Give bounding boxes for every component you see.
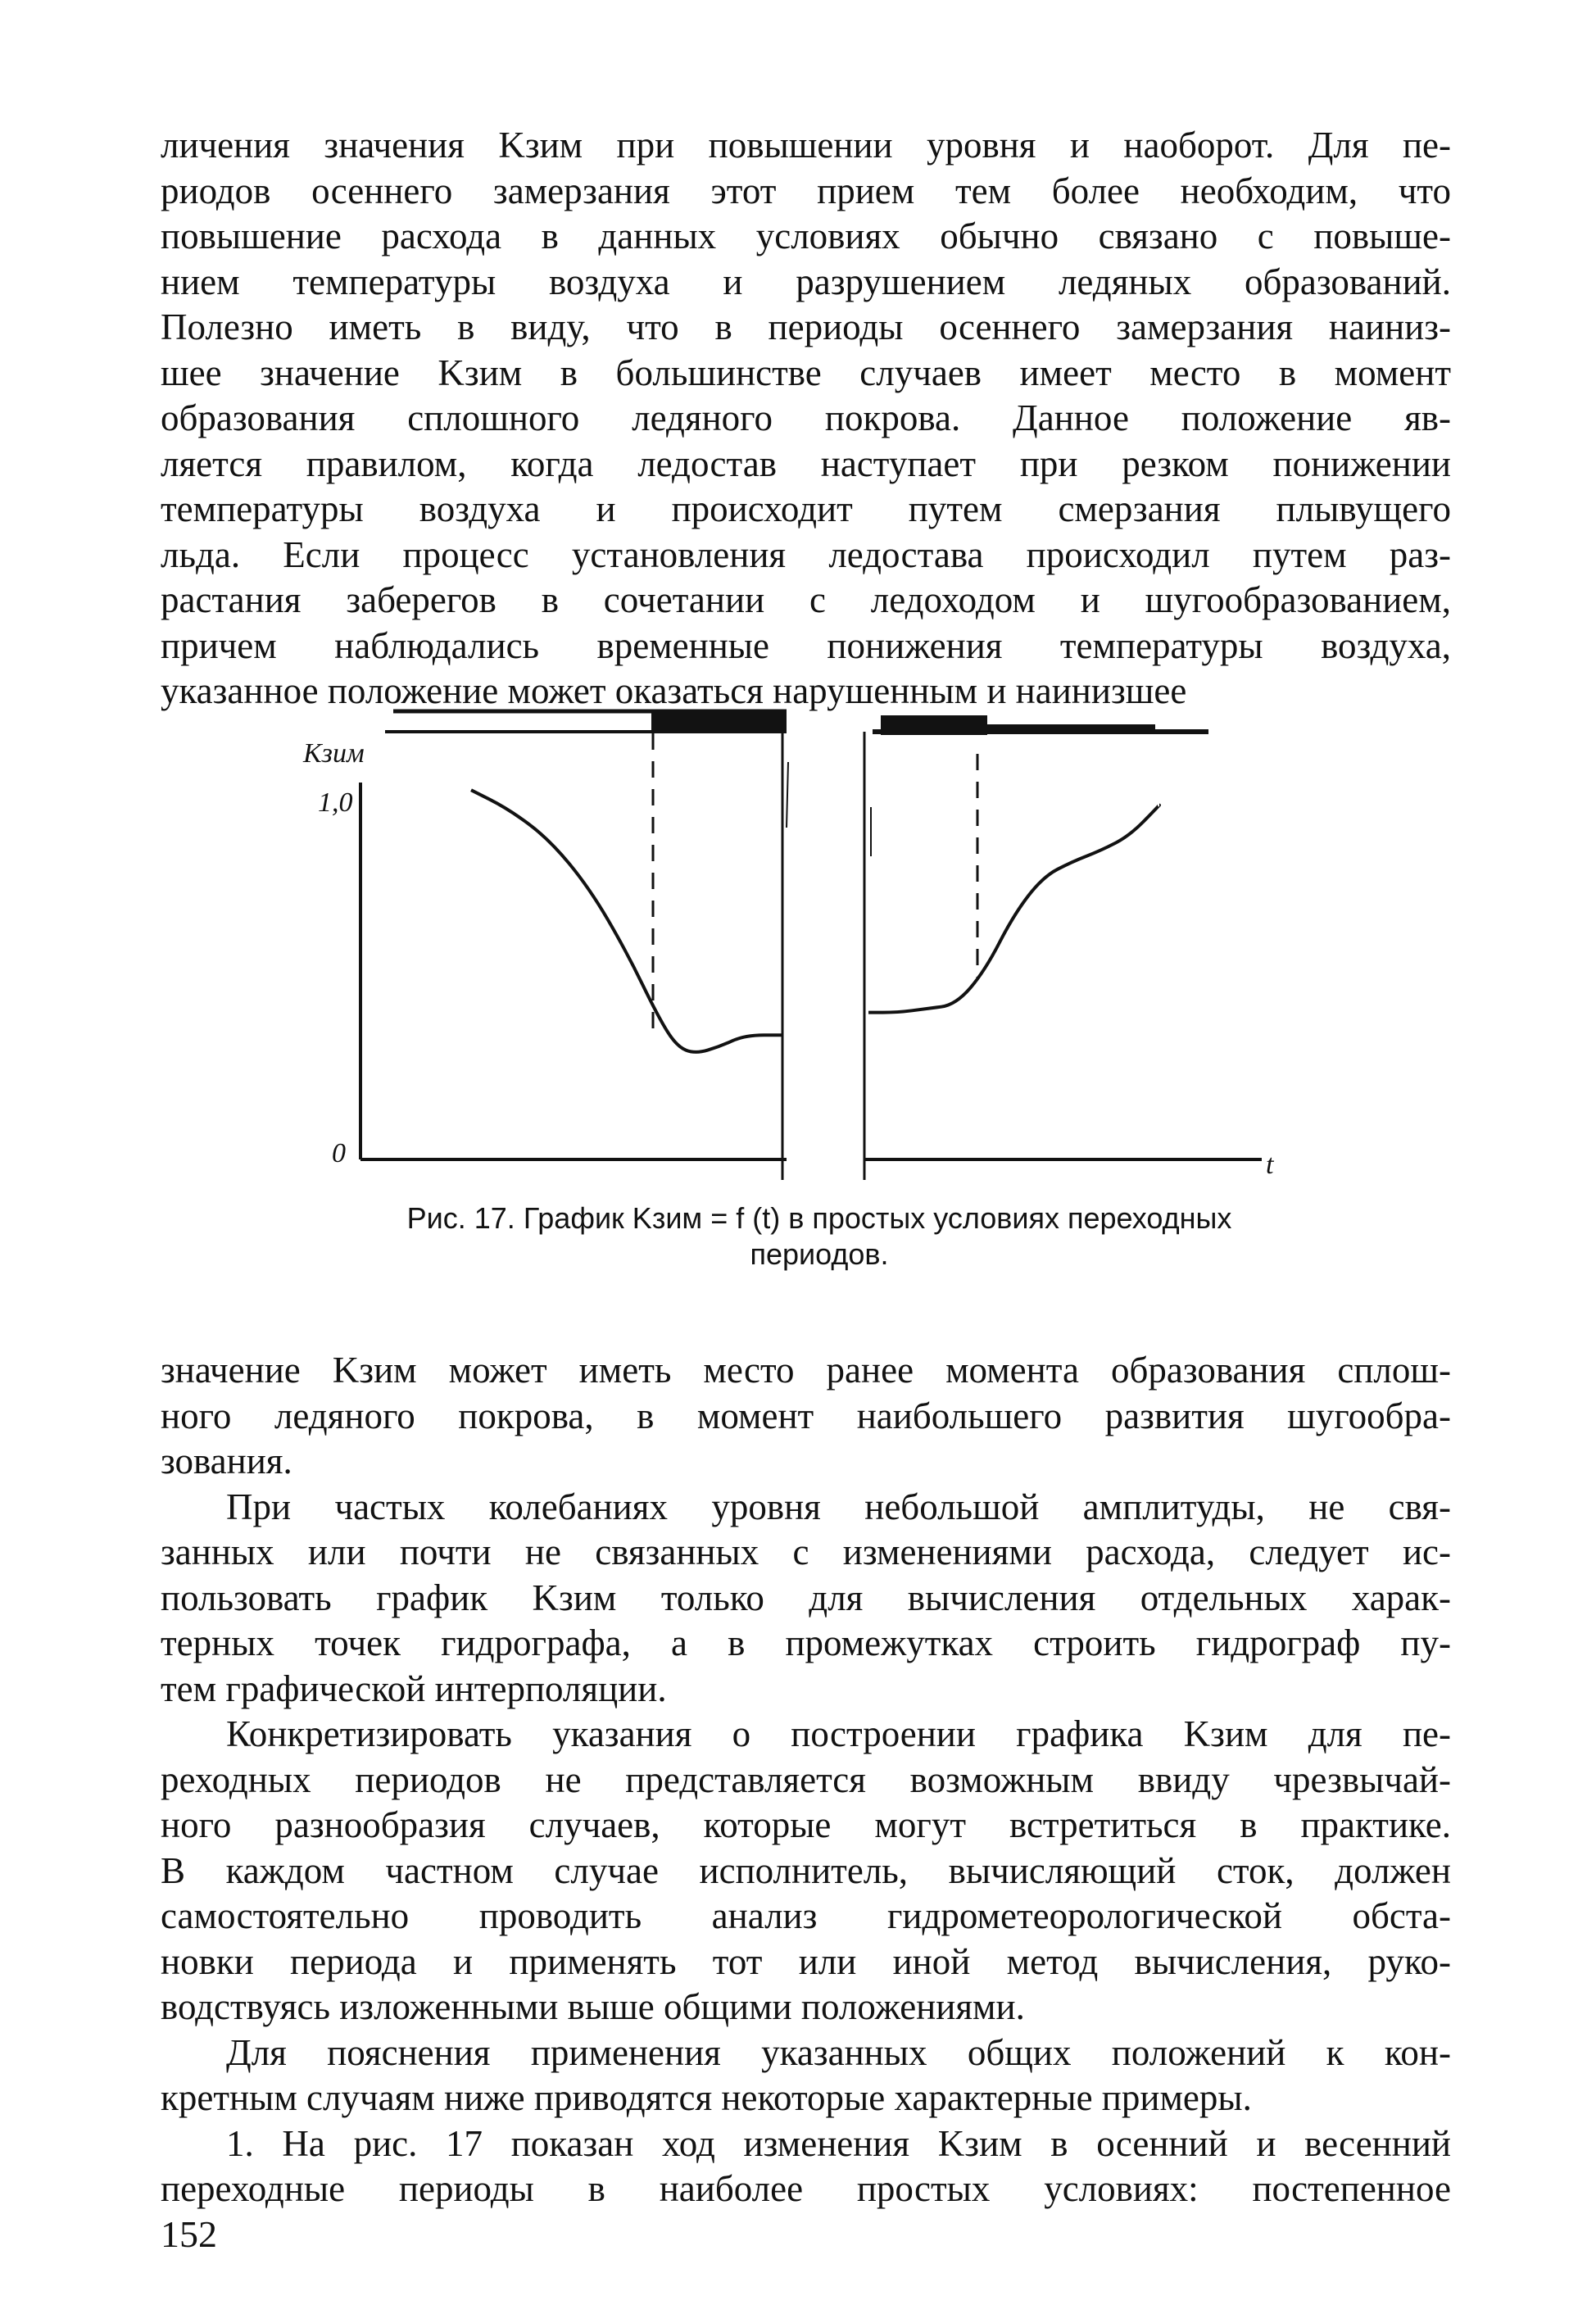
series-line-spring xyxy=(868,805,1159,1013)
paragraph xyxy=(161,1348,1451,1485)
paragraph xyxy=(161,1712,1451,2030)
text-line: шее значение Kзим в большинстве случаев имеет место в момент xyxy=(161,352,1451,393)
text-line: водствуясь изложенными выше общими положениями. xyxy=(161,1986,1025,2027)
paragraph xyxy=(161,1485,1451,1713)
text-line: температуры воздуха и происходит путем смерзания плывущего xyxy=(161,488,1451,529)
text-line: реходных периодов не представляется возможным ввиду чрезвычай- xyxy=(161,1758,1451,1800)
text-line: 1. На рис. 17 показан ход изменения Kзим в осенний и весенний xyxy=(226,2122,1451,2164)
caption-line: Рис. 17. График Kзим = f (t) в простых условиях переходных xyxy=(406,1201,1232,1235)
text-line: При частых колебаниях уровня небольшой амплитуды, не свя- xyxy=(226,1486,1451,1527)
paragraph xyxy=(161,2030,1451,2121)
text-line: ного ледяного покрова, в момент наибольшего развития шугообра- xyxy=(161,1395,1451,1436)
page-number: 152 xyxy=(161,2213,217,2255)
text-line: образования сплошного ледяного покрова. Данное положение яв- xyxy=(161,397,1451,438)
text-line: льда. Если процесс установления ледостава происходил путем раз- xyxy=(161,533,1451,575)
text-line: терных точек гидрографа, а в промежутках строить гидрограф пу- xyxy=(161,1622,1451,1663)
text-line: повышение расхода в данных условиях обычно связано с повыше- xyxy=(161,216,1451,256)
text-line: нием температуры воздуха и разрушением ледяных образований. xyxy=(161,261,1451,302)
ice-cover-bars xyxy=(385,711,1208,735)
text-line: растания заберегов в сочетании с ледоходом и шугообразованием, xyxy=(161,579,1451,620)
text-line: занных или почти не связанных с изменениями расхода, следует ис- xyxy=(161,1531,1451,1572)
bottom-text xyxy=(161,1348,1451,2212)
text-line: ляется правилом, когда ледостав наступает при резком понижении xyxy=(161,442,1451,484)
text-line: риодов осеннего замерзания этот прием тем более необходим, что xyxy=(161,170,1451,211)
text-line: личения значения Kзим при повышении уровня и наоборот. Для пе- xyxy=(161,125,1451,166)
text-line: зования. xyxy=(161,1441,292,1481)
text-line: Для пояснения применения указанных общих положений к кон- xyxy=(226,2031,1451,2073)
text-line: кретным случаям ниже приводятся некоторые характерные примеры. xyxy=(161,2077,1252,2118)
text-line: ного разнообразия случаев, которые могут встретиться в практике. xyxy=(161,1804,1451,1845)
text-line: В каждом частном случае исполнитель, вычисляющий сток, должен xyxy=(161,1849,1451,1891)
paragraph xyxy=(161,2121,1451,2212)
y-axis-label: Kзим xyxy=(303,738,365,769)
caption-line: периодов. xyxy=(750,1237,889,1271)
figure-caption xyxy=(246,1200,1393,1273)
text-line: Полезно иметь в виду, что в периоды осеннего замерзания наиниз- xyxy=(161,306,1451,347)
text-line: значение Kзим может иметь место ранее момента образования сплош- xyxy=(161,1350,1451,1391)
chart-axes xyxy=(360,732,1262,1180)
text-line: самостоятельно проводить анализ гидрометеорологической обста- xyxy=(161,1895,1451,1936)
text-line: Конкретизировать указания о построении графика Kзим для пе- xyxy=(226,1713,1451,1754)
text-line: тем графической интерполяции. xyxy=(161,1667,667,1709)
y-tick-label-top: 1,0 xyxy=(318,787,353,818)
text-line: указанное положение может оказаться нарушенным и наинизшее xyxy=(161,670,1187,711)
text-line: переходные периоды в наиболее простых условиях: постепенное xyxy=(161,2168,1451,2209)
text-line: пользовать график Kзим только для вычисления отдельных харак- xyxy=(161,1577,1451,1618)
x-axis-label: t xyxy=(1266,1150,1274,1180)
text-line: новки периода и применять тот или иной метод вычисления, руко- xyxy=(161,1940,1451,1982)
series-line-autumn xyxy=(471,790,782,1052)
y-tick-label-zero: 0 xyxy=(332,1138,346,1168)
text-line: причем наблюдались временные понижения температуры воздуха, xyxy=(161,624,1451,666)
